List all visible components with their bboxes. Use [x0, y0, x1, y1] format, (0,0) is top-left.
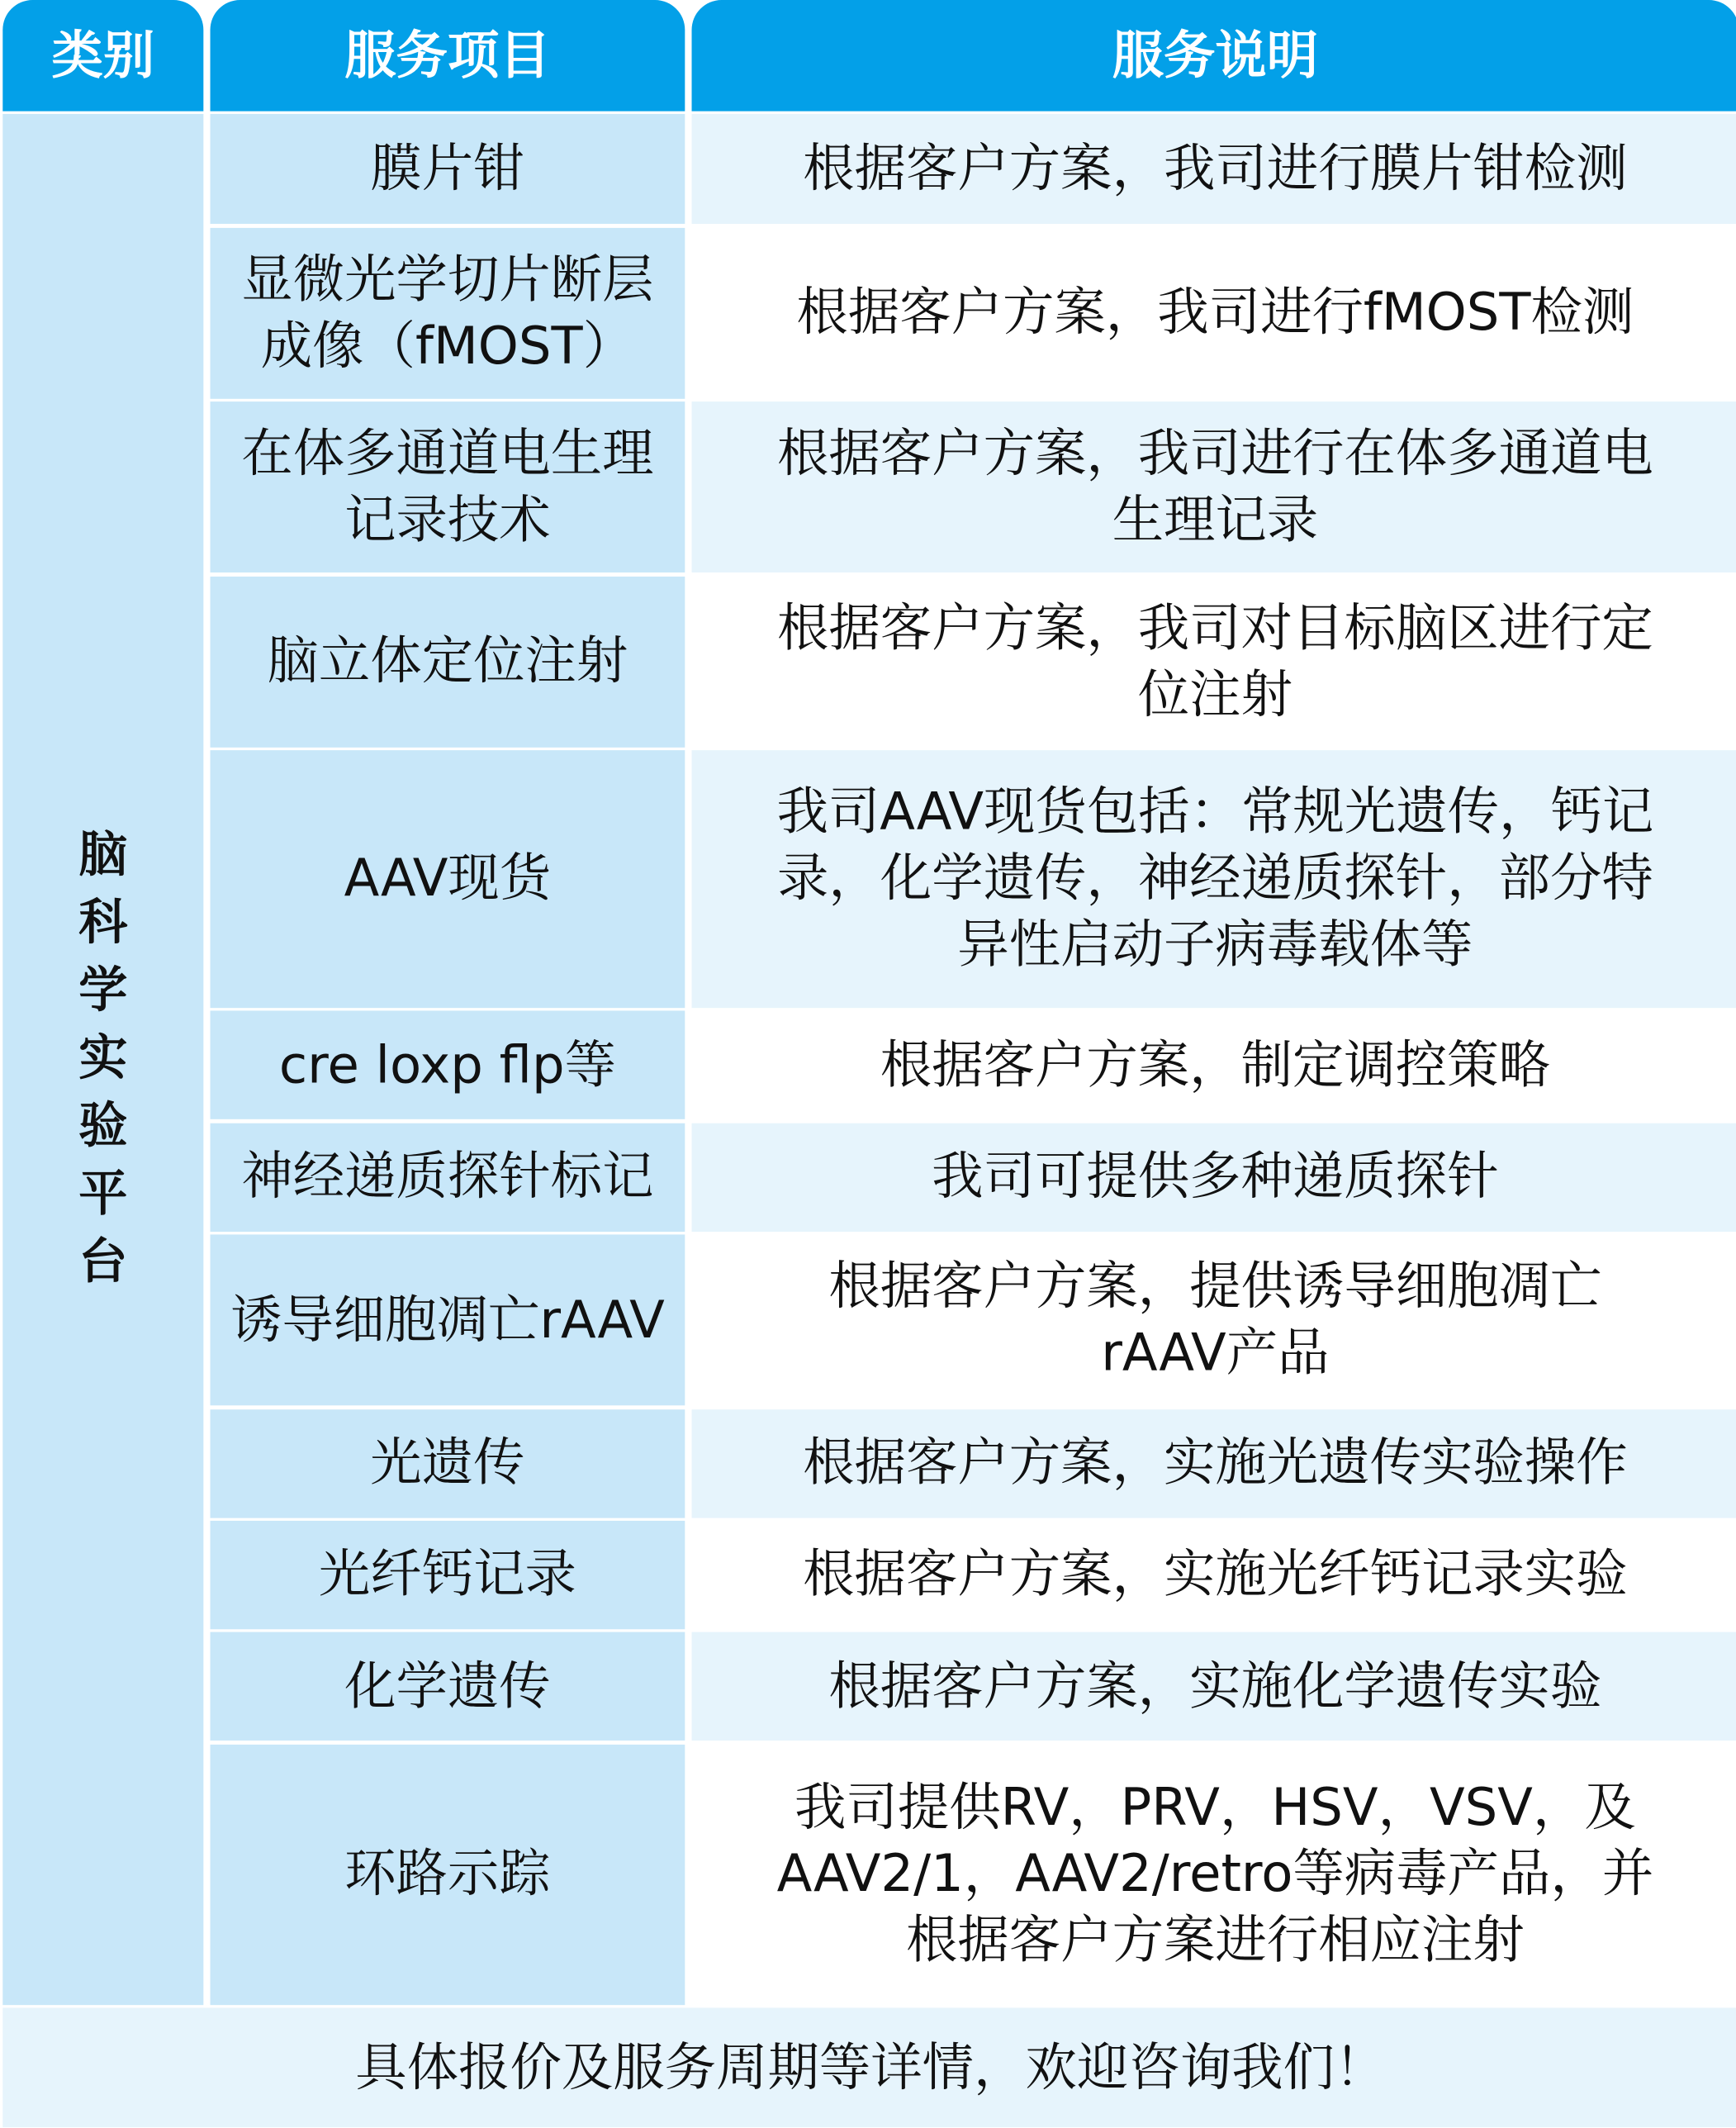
service-item: 显微光学切片断层成像（fMOST） [211, 228, 685, 399]
service-description: 根据客户方案，我司进行fMOST检测 [692, 228, 1736, 399]
service-description: 根据客户方案，实施化学遗传实验 [692, 1632, 1736, 1741]
service-item: 光遗传 [211, 1408, 685, 1517]
service-description: 根据客户方案，我司对目标脑区进行定位注射 [692, 576, 1736, 747]
service-description: 根据客户方案，制定调控策略 [692, 1011, 1736, 1119]
category-cell [2, 115, 203, 2005]
header-category: 类别 [2, 0, 203, 112]
service-item: cre loxp flp等 [211, 1011, 685, 1119]
service-item: 脑立体定位注射 [211, 576, 685, 747]
service-description: 根据客户方案，提供诱导细胞凋亡rAAV产品 [692, 1235, 1736, 1406]
service-description: 根据客户方案，实施光遗传实验操作 [692, 1408, 1736, 1517]
service-item: 在体多通道电生理记录技术 [211, 401, 685, 572]
service-item: 神经递质探针标记 [211, 1123, 685, 1231]
service-description: 根据客户方案，实施光纤钙记录实验 [692, 1521, 1736, 1629]
service-item: 膜片钳 [211, 115, 685, 225]
service-item: 光纤钙记录 [211, 1521, 685, 1629]
service-description: 我司提供RV，PRV，HSV，VSV，及AAV2/1，AAV2/retro等病毒产品，并根据客户方案进行相应注射 [692, 1744, 1736, 2004]
category-label: 脑科学实验平台 [78, 827, 128, 1290]
service-description: 根据客户方案，我司进行膜片钳检测 [692, 115, 1736, 225]
service-item: 化学遗传 [211, 1632, 685, 1741]
service-item: AAV现货 [211, 750, 685, 1008]
header-description: 服务说明 [692, 0, 1736, 112]
header-item: 服务项目 [211, 0, 685, 112]
service-description: 我司可提供多种递质探针 [692, 1123, 1736, 1231]
service-item: 诱导细胞凋亡rAAV [211, 1235, 685, 1406]
footer-note: 具体报价及服务周期等详情，欢迎咨询我们！ [2, 2008, 1736, 2128]
service-description: 我司AAV现货包括：常规光遗传，钙记录，化学遗传，神经递质探针，部分特异性启动子病毒载体等 [692, 750, 1736, 1008]
service-description: 根据客户方案，我司进行在体多通道电生理记录 [692, 401, 1736, 572]
service-item: 环路示踪 [211, 1744, 685, 2004]
